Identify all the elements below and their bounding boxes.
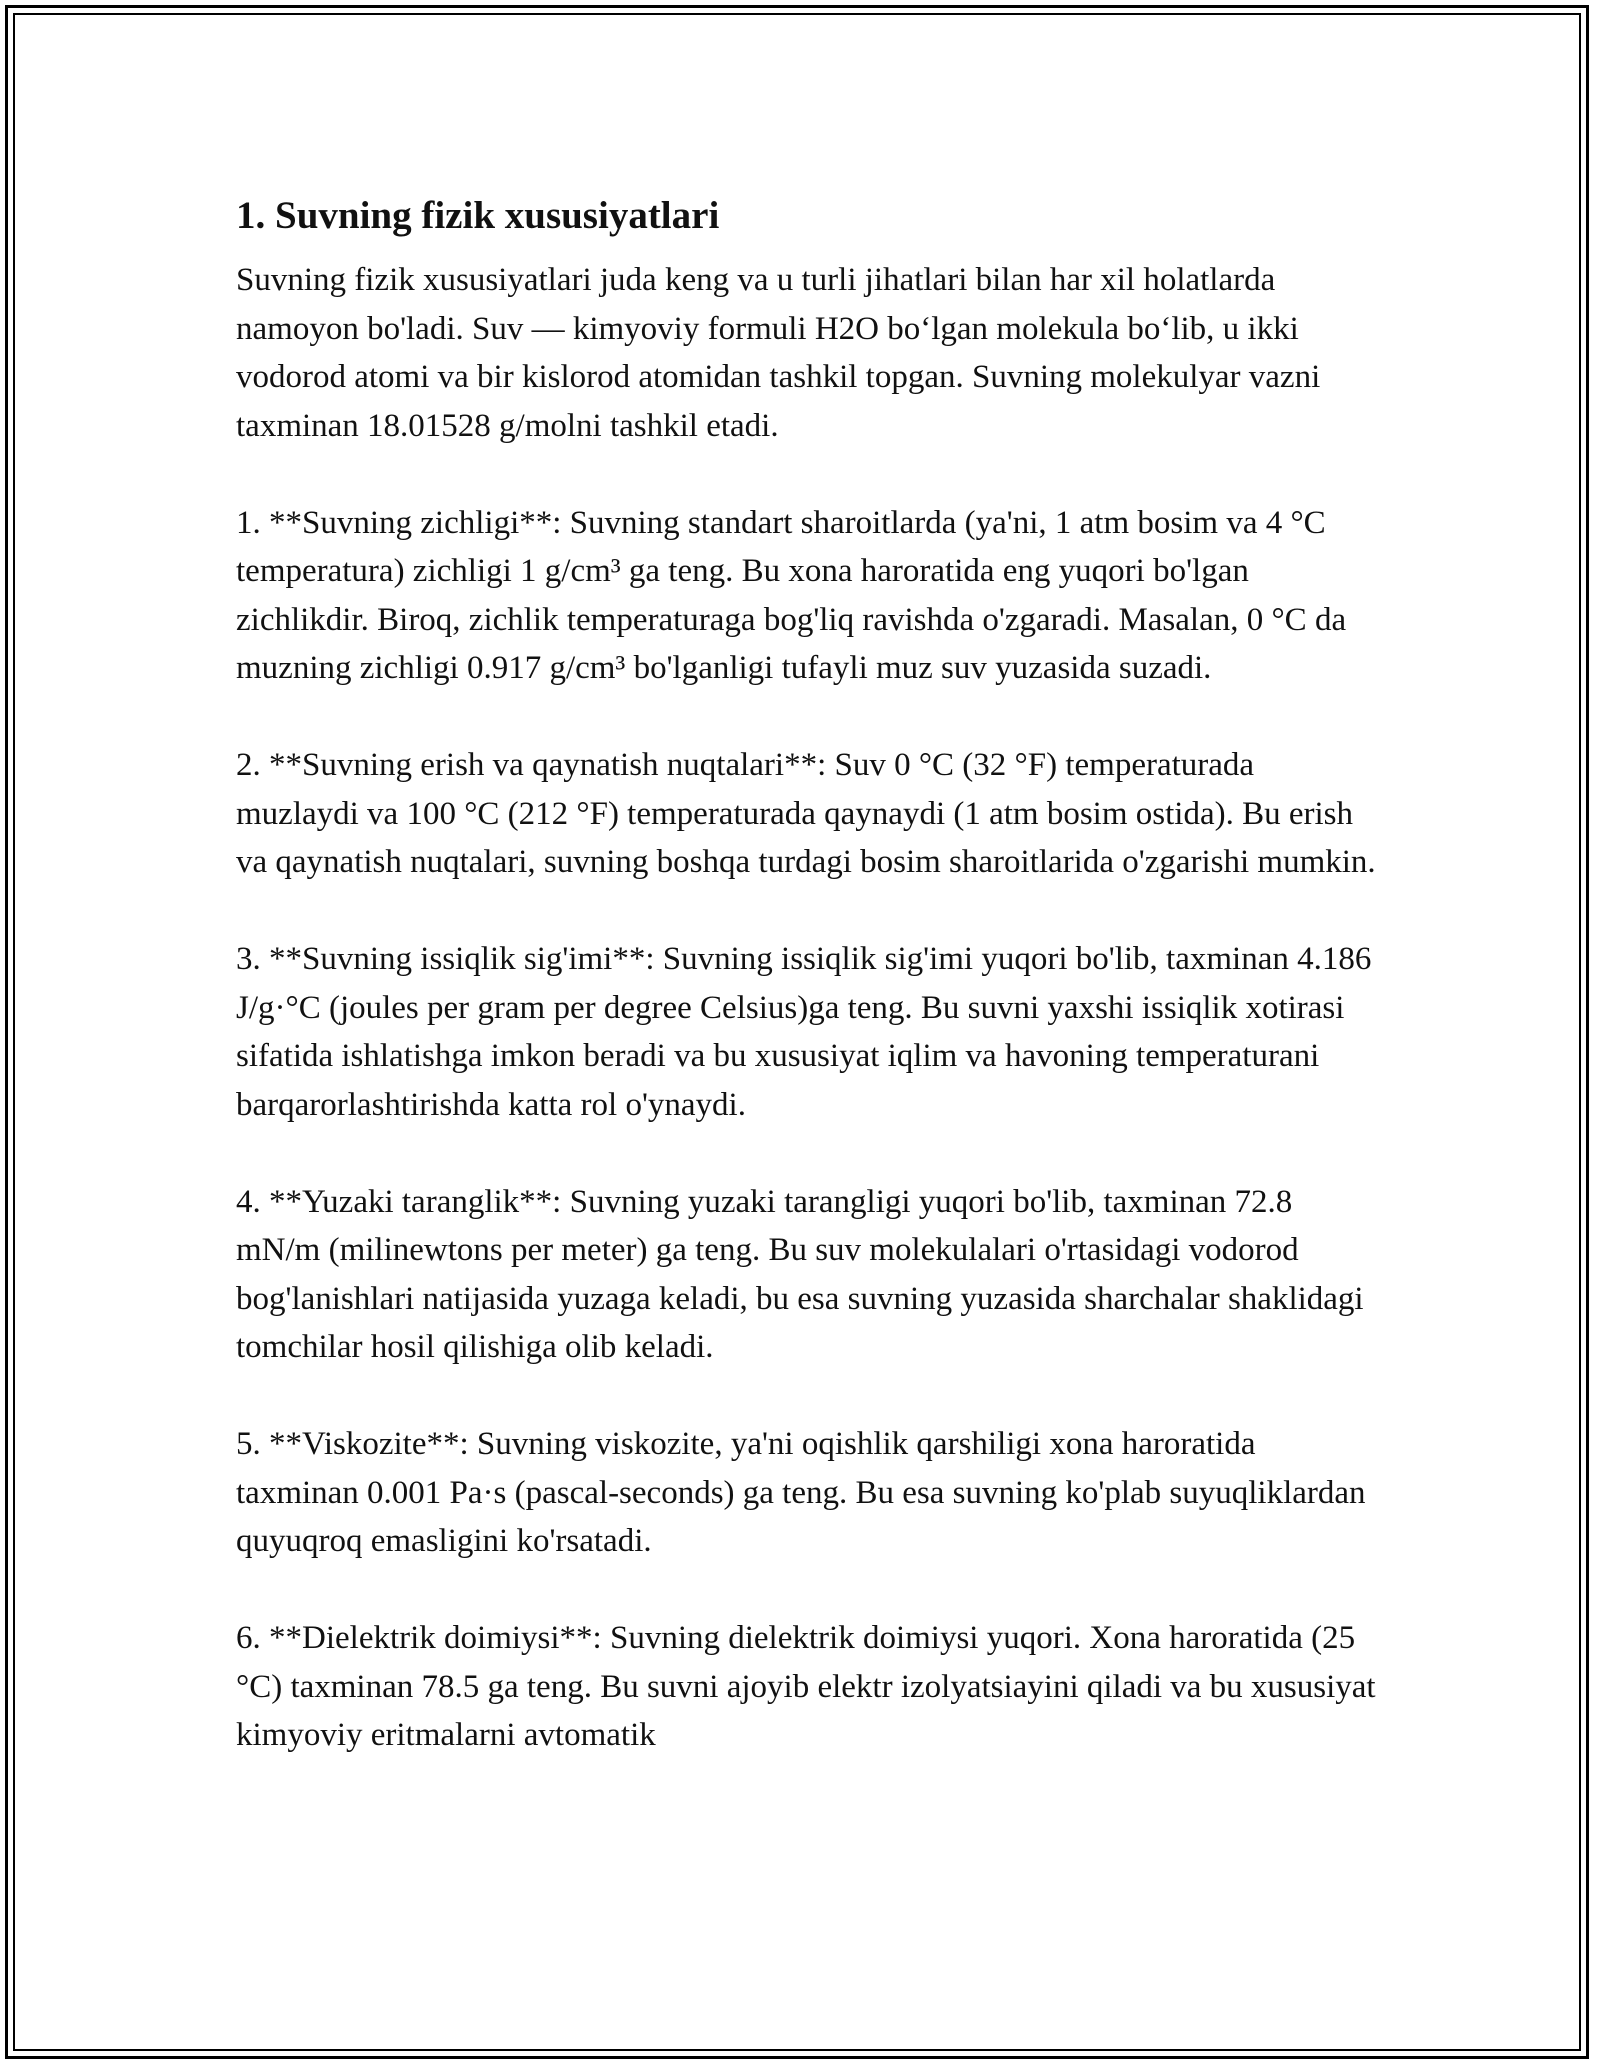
document-page <box>236 186 1384 1760</box>
property-item-density: 1. **Suvning zichligi**: Suvning standart sharoitlarda (ya'ni, 1 atm bosim va 4 °C temperatura) zichligi 1 g/cm³ ga teng. Bu xona haroratida eng yuqori bo'lgan zichlikdir. Biroq, zichlik temperaturaga bog'liq ravishda o'zgaradi. Masalan, 0 °C da muzning zichligi 0.917 g/cm³ bo'lganligi tufayli muz suv yuzasida suzadi. <box>236 504 1347 686</box>
intro-paragraph: Suvning fizik xususiyatlari juda keng va u turli jihatlari bilan har xil holatlarda namoyon bo'ladi. Suv — kimyoviy formuli H2O boʻlgan molekula boʻlib, u ikki vodorod atomi va bir kislorod atomidan tashkil topgan. Suvning molekulyar vazni taxminan 18.01528 g/molni tashkil etadi. <box>236 262 1321 444</box>
property-item-viscosity: 5. **Viskozite**: Suvning viskozite, ya'ni oqishlik qarshiligi xona haroratida taxminan 0.001 Pa·s (pascal-seconds) ga teng. Bu esa suvning ko'plab suyuqliklardan quyuqroq emasligini ko'rsatadi. <box>236 1426 1366 1559</box>
section-heading: 1. Suvning fizik xususiyatlari <box>236 194 720 237</box>
property-item-dielectric: 6. **Dielektrik doimiysi**: Suvning dielektrik doimiysi yuqori. Xona haroratida (25 °C) taxminan 78.5 ga teng. Bu suvni ajoyib elektr izolyatsiayini qiladi va bu xususiyat kimyoviy eritmalarni avtomatik <box>236 1620 1376 1753</box>
property-item-heat-capacity: 3. **Suvning issiqlik sig'imi**: Suvning issiqlik sig'imi yuqori bo'lib, taxminan 4.186 J/g·°C (joules per gram per degree Celsius)ga teng. Bu suvni yaxshi issiqlik xotirasi sifatida ishlatishga imkon beradi va bu xususiyat iqlim va havoning temperaturani barqarorlashtirishda katta rol o'ynaydi. <box>236 941 1372 1123</box>
property-item-melting-boiling: 2. **Suvning erish va qaynatish nuqtalari**: Suv 0 °C (32 °F) temperaturada muzlaydi va 100 °C (212 °F) temperaturada qaynaydi (1 atm bosim ostida). Bu erish va qaynatish nuqtalari, suvning boshqa turdagi bosim sharoitlarida o'zgarishi mumkin. <box>236 747 1376 880</box>
property-item-surface-tension: 4. **Yuzaki taranglik**: Suvning yuzaki tarangligi yuqori bo'lib, taxminan 72.8 mN/m (milinewtons per meter) ga teng. Bu suv molekulalari o'rtasidagi vodorod bog'lanishlari natijasida yuzaga keladi, bu esa suvning yuzasida sharchalar shaklidagi tomchilar hosil qilishiga olib keladi. <box>236 1183 1364 1365</box>
